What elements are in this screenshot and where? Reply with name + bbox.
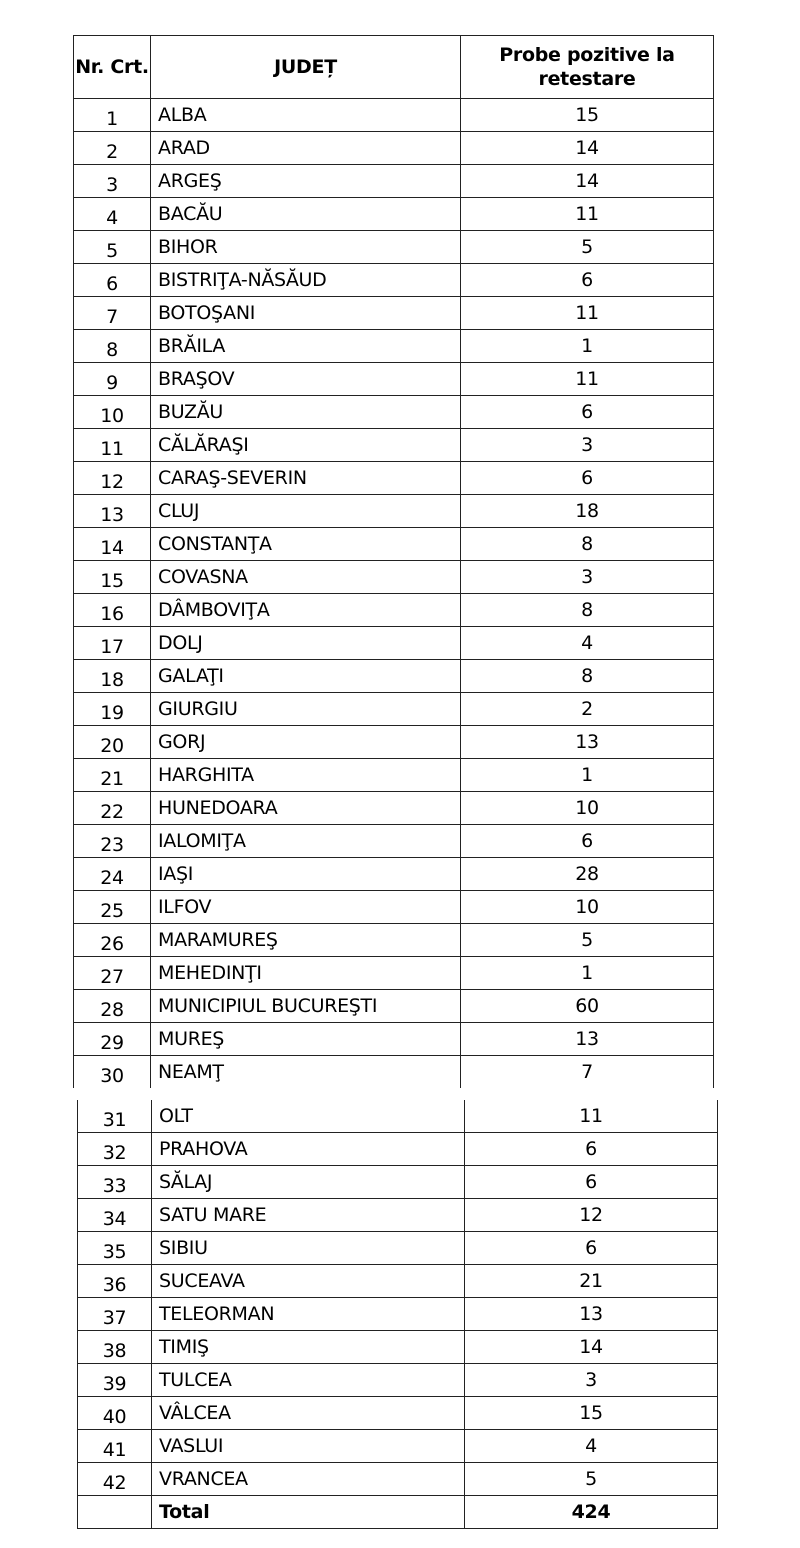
county-table-part-2	[77, 1100, 718, 1529]
county-name: HUNEDOARA	[151, 792, 461, 825]
county-name: SATU MARE	[152, 1199, 465, 1232]
county-name: BACĂU	[151, 198, 461, 231]
county-name: TIMIŞ	[152, 1331, 465, 1364]
row-number: 40	[78, 1397, 152, 1430]
row-number: 35	[78, 1232, 152, 1265]
table-row	[74, 594, 714, 627]
county-name: BISTRIŢA-NĂSĂUD	[151, 264, 461, 297]
positive-count: 3	[461, 561, 714, 594]
county-name: GALAŢI	[151, 660, 461, 693]
positive-count: 3	[465, 1364, 718, 1397]
positive-count: 6	[461, 825, 714, 858]
county-name: GIURGIU	[151, 693, 461, 726]
row-number: 32	[78, 1133, 152, 1166]
positive-count: 28	[461, 858, 714, 891]
county-name: SUCEAVA	[152, 1265, 465, 1298]
row-number: 2	[74, 132, 151, 165]
row-number: 9	[74, 363, 151, 396]
header-nr: Nr. Crt.	[74, 36, 151, 99]
county-name: BUZĂU	[151, 396, 461, 429]
row-number: 4	[74, 198, 151, 231]
positive-count: 8	[461, 660, 714, 693]
positive-count: 5	[461, 924, 714, 957]
table-row	[78, 1298, 718, 1331]
positive-count: 2	[461, 693, 714, 726]
county-name: HARGHITA	[151, 759, 461, 792]
table-row	[78, 1232, 718, 1265]
table-row	[78, 1430, 718, 1463]
table-row	[74, 792, 714, 825]
row-number: 11	[74, 429, 151, 462]
positive-count: 8	[461, 528, 714, 561]
county-name: TELEORMAN	[152, 1298, 465, 1331]
county-name: SĂLAJ	[152, 1166, 465, 1199]
positive-count: 6	[465, 1232, 718, 1265]
table-row	[74, 396, 714, 429]
county-name: DÂMBOVIŢA	[151, 594, 461, 627]
positive-count: 10	[461, 792, 714, 825]
positive-count: 1	[461, 330, 714, 363]
positive-count: 3	[461, 429, 714, 462]
county-name: NEAMŢ	[151, 1056, 461, 1089]
county-name: BRĂILA	[151, 330, 461, 363]
total-value: 424	[465, 1496, 718, 1529]
row-number: 13	[74, 495, 151, 528]
positive-count: 6	[465, 1133, 718, 1166]
row-number: 25	[74, 891, 151, 924]
positive-count: 13	[465, 1298, 718, 1331]
table-row	[74, 198, 714, 231]
row-number: 16	[74, 594, 151, 627]
table-row	[74, 528, 714, 561]
positive-count: 5	[461, 231, 714, 264]
county-name: ILFOV	[151, 891, 461, 924]
table-row	[74, 165, 714, 198]
row-number: 3	[74, 165, 151, 198]
row-number: 33	[78, 1166, 152, 1199]
table-row	[74, 924, 714, 957]
row-number: 12	[74, 462, 151, 495]
positive-count: 11	[461, 363, 714, 396]
positive-count: 10	[461, 891, 714, 924]
positive-count: 14	[461, 165, 714, 198]
positive-count: 12	[465, 1199, 718, 1232]
table-row	[74, 957, 714, 990]
row-number: 7	[74, 297, 151, 330]
county-name: ARAD	[151, 132, 461, 165]
county-name: IAŞI	[151, 858, 461, 891]
positive-count: 11	[461, 297, 714, 330]
county-name: DOLJ	[151, 627, 461, 660]
positive-count: 14	[465, 1331, 718, 1364]
positive-count: 60	[461, 990, 714, 1023]
table-row	[74, 297, 714, 330]
row-number: 10	[74, 396, 151, 429]
table-row	[74, 495, 714, 528]
total-label: Total	[152, 1496, 465, 1529]
positive-count: 1	[461, 957, 714, 990]
positive-count: 6	[461, 462, 714, 495]
county-name: BOTOŞANI	[151, 297, 461, 330]
row-number: 39	[78, 1364, 152, 1397]
county-name: OLT	[152, 1100, 465, 1133]
table-row	[78, 1397, 718, 1430]
county-name: VASLUI	[152, 1430, 465, 1463]
table-row	[74, 990, 714, 1023]
table-row	[78, 1100, 718, 1133]
county-name: PRAHOVA	[152, 1133, 465, 1166]
county-name: IALOMIŢA	[151, 825, 461, 858]
table-row	[74, 429, 714, 462]
positive-count: 4	[465, 1430, 718, 1463]
row-number: 20	[74, 726, 151, 759]
table-row	[78, 1331, 718, 1364]
county-name: ALBA	[151, 99, 461, 132]
row-number: 30	[74, 1056, 151, 1089]
row-number: 19	[74, 693, 151, 726]
table-row	[78, 1199, 718, 1232]
county-name: ARGEŞ	[151, 165, 461, 198]
row-number: 5	[74, 231, 151, 264]
row-number: 31	[78, 1100, 152, 1133]
positive-count: 7	[461, 1056, 714, 1089]
table-row	[78, 1364, 718, 1397]
table-row	[74, 99, 714, 132]
table-row	[74, 759, 714, 792]
table-row	[78, 1166, 718, 1199]
table-row	[74, 231, 714, 264]
table-row	[74, 330, 714, 363]
positive-count: 6	[461, 264, 714, 297]
positive-count: 21	[465, 1265, 718, 1298]
table-row	[74, 858, 714, 891]
row-number: 21	[74, 759, 151, 792]
row-number: 24	[74, 858, 151, 891]
positive-count: 5	[465, 1463, 718, 1496]
row-number: 23	[74, 825, 151, 858]
county-name: GORJ	[151, 726, 461, 759]
row-number: 22	[74, 792, 151, 825]
positive-count: 8	[461, 594, 714, 627]
county-name: MEHEDINŢI	[151, 957, 461, 990]
row-number: 34	[78, 1199, 152, 1232]
county-name: MARAMUREŞ	[151, 924, 461, 957]
row-number: 17	[74, 627, 151, 660]
table-header	[74, 36, 714, 99]
county-name: BIHOR	[151, 231, 461, 264]
positive-count: 11	[465, 1100, 718, 1133]
table-row	[74, 825, 714, 858]
table-row	[78, 1265, 718, 1298]
positive-count: 6	[461, 396, 714, 429]
header-probe: Probe pozitive la retestare	[461, 36, 714, 99]
county-name: CĂLĂRAŞI	[151, 429, 461, 462]
header-judet: JUDEȚ	[151, 36, 461, 99]
positive-count: 15	[465, 1397, 718, 1430]
county-name: VRANCEA	[152, 1463, 465, 1496]
table-row	[74, 1023, 714, 1056]
row-number: 37	[78, 1298, 152, 1331]
table-row	[78, 1133, 718, 1166]
county-name: TULCEA	[152, 1364, 465, 1397]
county-name: COVASNA	[151, 561, 461, 594]
table-row	[74, 726, 714, 759]
table-row	[74, 1056, 714, 1089]
county-name: SIBIU	[152, 1232, 465, 1265]
total-row	[78, 1496, 718, 1529]
row-number: 6	[74, 264, 151, 297]
county-table-part-1	[73, 35, 714, 1088]
positive-count: 13	[461, 726, 714, 759]
positive-count: 1	[461, 759, 714, 792]
positive-count: 4	[461, 627, 714, 660]
table-row	[78, 1463, 718, 1496]
row-number: 27	[74, 957, 151, 990]
table-row	[74, 264, 714, 297]
row-number: 36	[78, 1265, 152, 1298]
row-number: 8	[74, 330, 151, 363]
row-number: 15	[74, 561, 151, 594]
row-number: 41	[78, 1430, 152, 1463]
table-row	[74, 660, 714, 693]
row-number: 29	[74, 1023, 151, 1056]
table-row	[74, 561, 714, 594]
table-row	[74, 132, 714, 165]
row-number: 38	[78, 1331, 152, 1364]
row-number: 14	[74, 528, 151, 561]
county-name: MUREŞ	[151, 1023, 461, 1056]
county-name: CONSTANŢA	[151, 528, 461, 561]
row-number: 18	[74, 660, 151, 693]
table-row	[74, 462, 714, 495]
total-empty-cell	[78, 1496, 152, 1529]
table-row	[74, 891, 714, 924]
positive-count: 18	[461, 495, 714, 528]
county-name: MUNICIPIUL BUCUREŞTI	[151, 990, 461, 1023]
positive-count: 13	[461, 1023, 714, 1056]
positive-count: 6	[465, 1166, 718, 1199]
positive-count: 15	[461, 99, 714, 132]
positive-count: 14	[461, 132, 714, 165]
county-name: BRAŞOV	[151, 363, 461, 396]
row-number: 28	[74, 990, 151, 1023]
table-row	[74, 363, 714, 396]
row-number: 1	[74, 99, 151, 132]
table-row	[74, 627, 714, 660]
row-number: 26	[74, 924, 151, 957]
county-name: CARAŞ-SEVERIN	[151, 462, 461, 495]
county-name: CLUJ	[151, 495, 461, 528]
table-row	[74, 693, 714, 726]
positive-count: 11	[461, 198, 714, 231]
county-name: VÂLCEA	[152, 1397, 465, 1430]
row-number: 42	[78, 1463, 152, 1496]
